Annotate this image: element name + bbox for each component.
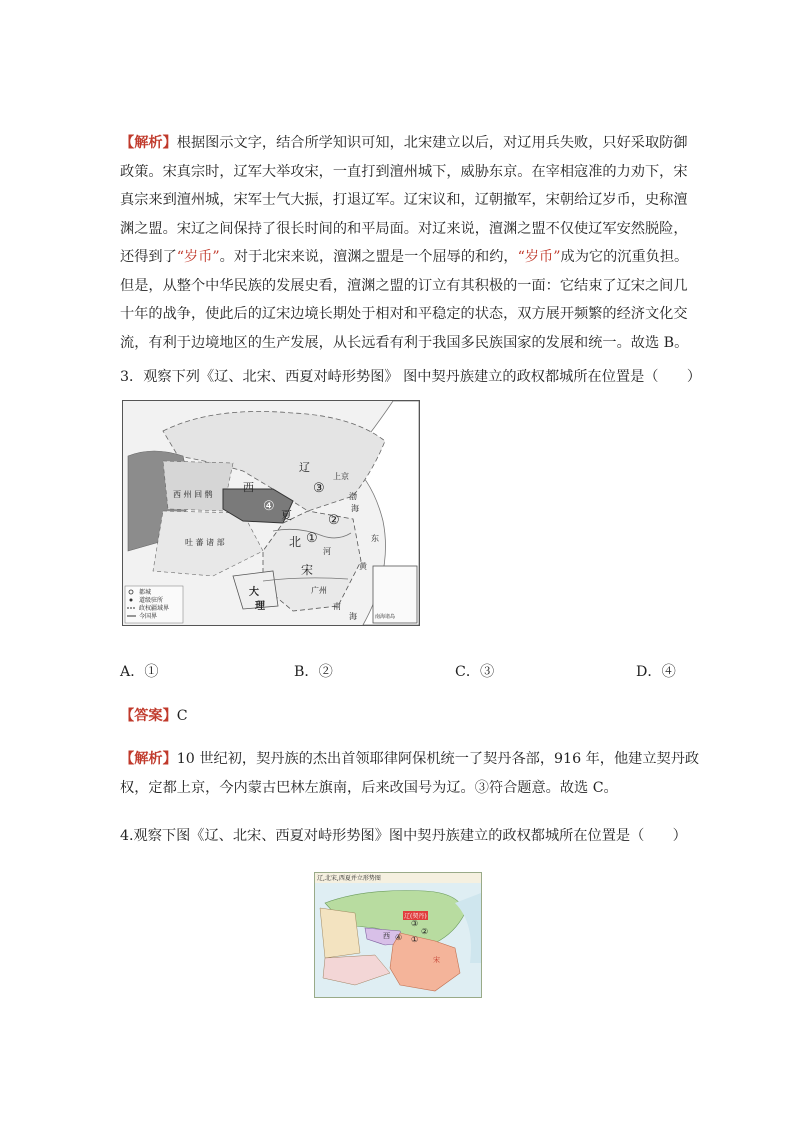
map-legend-3: 政权疆域界 xyxy=(139,605,170,612)
map-label-nanhai: 南 xyxy=(333,602,341,611)
answer-line xyxy=(120,705,188,725)
map2-label-song: 宋 xyxy=(433,956,440,964)
option-a[interactable]: A．① xyxy=(120,664,159,680)
map-label-tubo: 吐 蕃 诸 部 xyxy=(185,538,225,547)
map2-label-liao: 辽(契丹) xyxy=(404,913,427,920)
map-legend-4: 今国界 xyxy=(139,613,158,620)
question-4-text: 4.观察下图《辽、北宋、西夏对峙形势图》图中契丹族建立的政权都城所在位置是（ ） xyxy=(120,828,687,844)
map-label-huang: 黄 xyxy=(359,562,367,571)
map-legend-1: 都城 xyxy=(139,589,152,596)
map-liao-song-xixia-color xyxy=(314,872,482,998)
map-label-dali-1: 大 xyxy=(249,587,259,598)
analysis-label: 【解析】 xyxy=(120,135,177,151)
map-label-shangjing: 上京 xyxy=(333,472,349,481)
answer-label: 【答案】 xyxy=(120,708,177,724)
map2-label-circle-3: ③ xyxy=(411,919,419,928)
map-inset-label: 南海诸岛 xyxy=(375,614,396,620)
analysis-paragraph-2: 【解析】10 世纪初，契丹族的杰出首领耶律阿保机统一了契丹各部，916 年，他建立契丹政 权，定都上京，今内蒙古巴林左旗南，后来改国号为辽。③符合题意。故选 C。 xyxy=(120,751,700,796)
map-label-dali-2: 理 xyxy=(255,601,265,612)
map-label-bei: 北 xyxy=(289,535,302,549)
map-label-circle-4: ④ xyxy=(263,499,275,514)
option-d[interactable]: D．④ xyxy=(636,664,676,680)
map2-label-circle-2: ② xyxy=(421,927,429,936)
analysis-label-2: 【解析】 xyxy=(120,751,177,767)
map-label-circle-1: ① xyxy=(306,531,318,546)
map-label-dong: 东 xyxy=(371,534,379,543)
option-c[interactable]: C．③ xyxy=(455,664,495,680)
option-b[interactable]: B．② xyxy=(294,664,333,680)
question-3-text: 3．观察下列《辽、北宋、西夏对峙形势图》 图中契丹族建立的政权都城所在位置是（ ） xyxy=(120,369,702,385)
map-label-he: 河 xyxy=(323,547,331,556)
answer-value: C xyxy=(176,708,188,724)
map2-label-circle-1: ① xyxy=(411,935,419,944)
map2-label-circle-4: ④ xyxy=(395,933,403,942)
map2-label-xi: 西 xyxy=(383,932,390,940)
map-label-xixia-1: 西 xyxy=(243,481,254,494)
map-liao-song-xixia-bw xyxy=(122,400,420,626)
map-label-hai2: 海 xyxy=(349,612,357,621)
analysis-paragraph-1: 【解析】根据图示文字，结合所学知识可知，北宋建立以后，对辽用兵失败，只好采取防御 政策。宋真宗时，辽军大举攻宋，一直打到澶州城下，威胁东京。在宰相寇准的力劝下，宋 真宗来到澶州城，宋军士气大振，打退辽军。辽宋议和，辽朝撤军，宋朝给辽岁币，史称澶 渊之盟。宋辽之间保持了很长时间的和平局面。对辽来说，澶渊之盟不仅使辽军安然脱险， 还得到了“岁币”。对于北宋来说，澶渊之盟是一个屈辱的和约，“岁币”成为它的沉重负担。 但是，从整个中华民族的发展史看，澶渊之盟的订立有其积极的一面：它结束了辽宋之间几 十年的战争，使此后的辽宋边境长期处于相对和平稳定的状态，双方展开频繁的经济文化交 流，有利于边境地区的生产发展，从长远看有利于我国多民族国家的发展和统一。故选 B。 xyxy=(120,135,689,351)
map-label-circle-3: ③ xyxy=(313,481,325,496)
map-label-guangzhou: 广州 xyxy=(311,586,327,595)
map-label-song: 宋 xyxy=(301,563,314,577)
map2-title: 辽,北宋,西夏并立形势图 xyxy=(317,875,381,882)
map-label-xixia-2: 夏 xyxy=(281,509,292,522)
map-legend-2: 道级驻所 xyxy=(139,597,164,604)
map-label-liao: 辽 xyxy=(299,461,310,474)
map-label-hai: 海 xyxy=(351,504,359,513)
map-label-xizhou: 西 州 回 鹘 xyxy=(173,490,213,499)
map-label-bohai: 渤 xyxy=(349,492,357,501)
map-label-circle-2: ② xyxy=(328,513,340,528)
